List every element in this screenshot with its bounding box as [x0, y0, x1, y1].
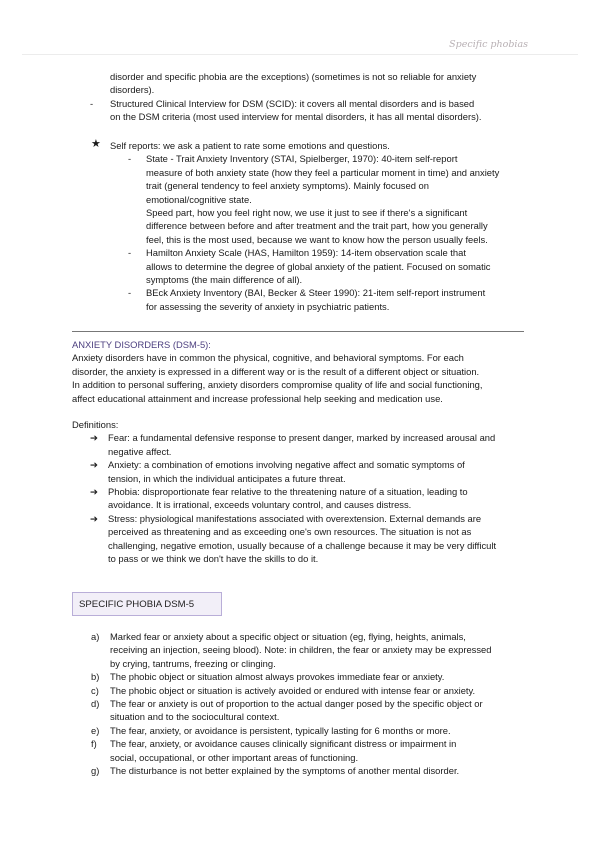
- definitions-label: Definitions:: [72, 419, 119, 430]
- section-title: ANXIETY DISORDERS (DSM-5):: [72, 339, 211, 350]
- self-reports: [0, 139, 600, 313]
- stai-explanation: [0, 206, 600, 246]
- stai-item: [0, 152, 600, 206]
- criterion-g: [0, 764, 600, 777]
- text-line: disorder and specific phobia are the exceptions) (sometimes is not so reliable for anxiety: [110, 71, 477, 82]
- dash-bullet: -: [128, 153, 132, 165]
- text-line: State - Trait Anxiety Inventory (STAI, Spielberger, 1970): 40-item self-report: [146, 153, 458, 165]
- definitions: [0, 418, 600, 565]
- text-line: avoidance. It is irrational, exceeds voluntary control, and causes distress.: [108, 499, 412, 511]
- text-line: The phobic object or situation almost always provokes immediate fear or anxiety.: [110, 671, 445, 683]
- text-line: Speed part, how you feel right now, we use it just to see if there's a significant: [146, 207, 468, 219]
- text-line: trait (general tendency to feel anxiety symptoms). Mainly focused on: [146, 180, 429, 192]
- text-line: negative affect.: [108, 445, 172, 457]
- text-line: for assessing the severity of anxiety in psychiatric patients.: [146, 300, 390, 312]
- arrow-right-icon: ➔: [90, 512, 98, 524]
- text-line: to pass or we think we don't have the skills to do it.: [108, 553, 319, 565]
- star-bullet-icon: ★: [91, 138, 101, 150]
- definition-anxiety: [0, 458, 600, 485]
- text-line: Anxiety disorders have in common the physical, cognitive, and behavioral symptoms. For each: [72, 352, 464, 364]
- text-line: disorder, the anxiety is expressed in a different way or is the result of a different object or situation.: [72, 365, 480, 377]
- header-divider: [22, 54, 578, 55]
- list-marker: g): [91, 765, 100, 777]
- text-line: disorders).: [110, 84, 155, 96]
- text-line: In addition to personal suffering, anxiety disorders compromise quality of life and social functioning,: [72, 379, 483, 391]
- text-line: The disturbance is not better explained by the symptoms of another mental disorder.: [110, 765, 460, 777]
- text-line: The fear, anxiety, or avoidance is persistent, typically lasting for 6 months or more.: [110, 724, 451, 736]
- text-line: The phobic object or situation is actively avoided or endured with intense fear or anxiety.: [110, 684, 476, 696]
- list-marker: a): [91, 631, 100, 642]
- criterion-a: [0, 630, 600, 670]
- arrow-right-icon: ➔: [90, 459, 98, 471]
- assessment-methods: [0, 70, 600, 124]
- list-marker: e): [91, 724, 100, 736]
- text-line: Fear: a fundamental defensive response to present danger, marked by increased arousal and: [108, 432, 496, 444]
- arrow-right-icon: ➔: [90, 432, 98, 444]
- has-item: [0, 246, 600, 286]
- text-line: tension, in which the individual anticipates a future threat.: [108, 472, 346, 484]
- self-reports-text: Self reports: we ask a patient to rate some emotions and questions.: [110, 140, 390, 151]
- text-line: difference between before and after treatment and the trait part, how you generally: [146, 220, 488, 232]
- criterion-e: [0, 724, 600, 737]
- text-line: Structured Clinical Interview for DSM (SCID): it covers all mental disorders and is based: [110, 97, 475, 109]
- list-marker: b): [91, 671, 100, 683]
- dash-bullet: -: [128, 287, 132, 299]
- text-line: The fear, anxiety, or avoidance causes clinically significant distress or impairment in: [110, 738, 457, 750]
- text-line: challenging, negative emotion, usually because of a challenge because it may be very difficult: [108, 539, 497, 551]
- text-line: allows to determine the degree of global anxiety of the patient. Focused on somatic: [146, 260, 491, 272]
- specific-phobia-criteria: [0, 630, 600, 777]
- list-marker: d): [91, 698, 100, 710]
- text-line: emotional/cognitive state.: [146, 193, 252, 205]
- text-line: affect educational attainment and increase professional help seeking and medication use.: [72, 392, 443, 404]
- text-line: Hamilton Anxiety Scale (HAS, Hamilton 1959): 14-item observation scale that: [146, 247, 466, 259]
- criterion-d: [0, 697, 600, 724]
- list-marker: f): [91, 738, 97, 750]
- text-line: social, occupational, or other important areas of functioning.: [110, 751, 359, 763]
- criterion-f: [0, 737, 600, 764]
- text-line: Phobia: disproportionate fear relative to the threatening nature of a situation, leading to: [108, 486, 468, 498]
- arrow-right-icon: ➔: [90, 486, 98, 498]
- dash-bullet: -: [90, 97, 94, 109]
- page-header-title: Specific phobias: [449, 39, 528, 50]
- specific-phobia-heading: SPECIFIC PHOBIA DSM-5: [72, 592, 222, 616]
- definition-fear: [0, 431, 600, 458]
- text-line: Anxiety: a combination of emotions involving negative affect and somatic symptoms of: [108, 459, 465, 471]
- text-line: The fear or anxiety is out of proportion to the actual danger posed by the specific object or: [110, 698, 483, 710]
- criterion-c: [0, 684, 600, 697]
- text-line: feel, this is the most used, because we want to know how the person usually feels.: [146, 233, 488, 245]
- continuation-text: [0, 70, 600, 97]
- anxiety-disorders-section: [0, 338, 600, 405]
- text-line: BEck Anxiety Inventory (BAI, Becker & Steer 1990): 21-item self-report instrument: [146, 287, 486, 299]
- criterion-b: [0, 670, 600, 683]
- text-line: on the DSM criteria (most used interview for mental disorders, it has all mental disorders).: [110, 111, 482, 123]
- bai-item: [0, 286, 600, 313]
- text-line: symptoms (the main difference of all).: [146, 274, 303, 286]
- scid-item: [0, 97, 600, 124]
- dash-bullet: -: [128, 247, 132, 259]
- section-divider: [72, 331, 524, 332]
- definition-stress: [0, 512, 600, 566]
- self-reports-item: [0, 139, 600, 152]
- text-line: Stress: physiological manifestations associated with overextension. External demands are: [108, 512, 482, 524]
- text-line: perceived as threatening and as exceeding one's own resources. The situation is not as: [108, 526, 472, 538]
- text-line: situation and to the sociocultural context.: [110, 711, 280, 723]
- list-marker: c): [91, 684, 99, 696]
- text-line: measure of both anxiety state (how they feel a particular moment in time) and anxiety: [146, 166, 500, 178]
- anxiety-section-body: [0, 338, 600, 405]
- text-line: Marked fear or anxiety about a specific object or situation (eg, flying, heights, animals,: [110, 631, 466, 642]
- text-line: receiving an injection, seeing blood). Note: in children, the fear or anxiety may be expressed: [110, 644, 492, 656]
- text-line: by crying, tantrums, freezing or clinging.: [110, 657, 276, 669]
- definition-phobia: [0, 485, 600, 512]
